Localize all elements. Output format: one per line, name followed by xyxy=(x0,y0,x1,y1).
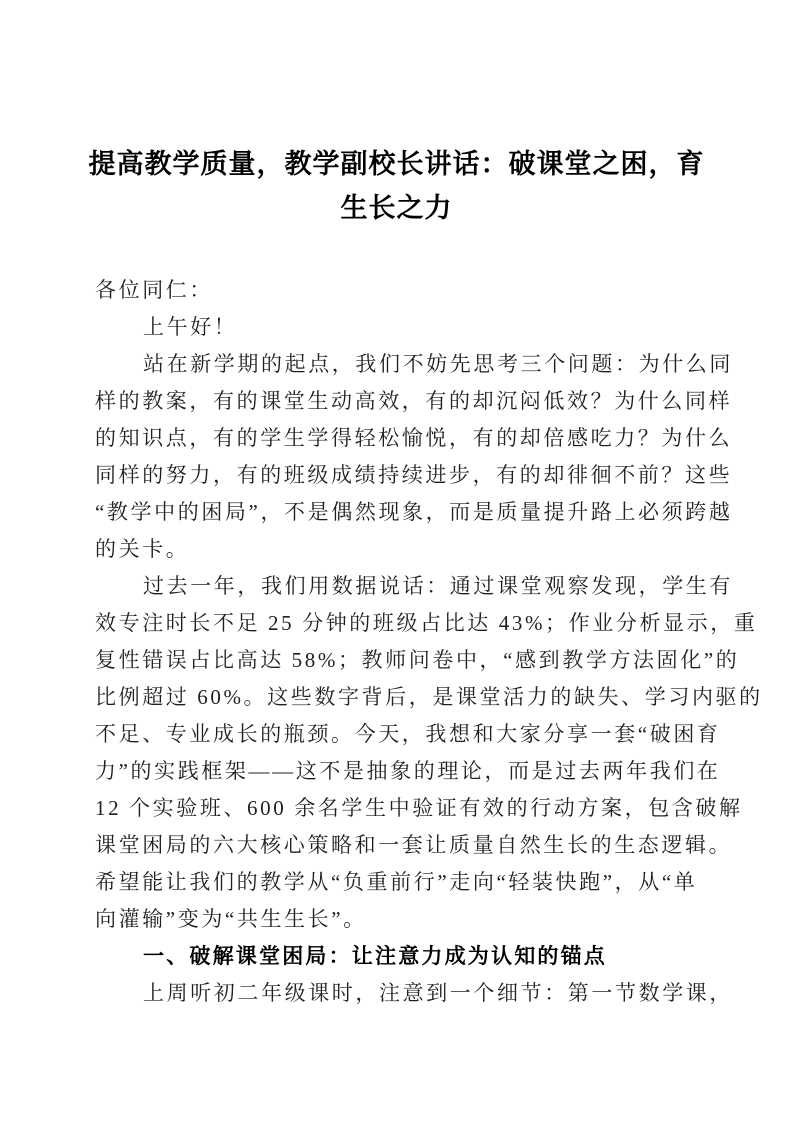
document-title xyxy=(36,142,757,230)
text-line: 上周听初二年级课时，注意到一个细节：第一节数学课， xyxy=(143,981,733,1005)
text-line: 向灌输”变为“共生生长”。 xyxy=(95,907,367,931)
text-line: 效专注时长不足 25 分钟的班级占比达 43%；作业分析显示，重 xyxy=(95,611,758,635)
text-line: 同样的努力，有的班级成绩持续进步，有的却徘徊不前？这些 xyxy=(95,463,733,487)
text-line: 各位同仁： xyxy=(95,278,213,302)
text-line: “教学中的困局”，不是偶然现象，而是质量提升路上必须跨越 xyxy=(95,500,733,524)
text-line: 样的教案，有的课堂生动高效，有的却沉闷低效？为什么同样 xyxy=(95,389,733,413)
text-line: 课堂困局的六大核心策略和一套让质量自然生长的生态逻辑。 xyxy=(95,833,733,857)
document-title-line-1: 提高教学质量，教学副校长讲话：破课堂之困，育 xyxy=(88,149,705,179)
text-line: 站在新学期的起点，我们不妨先思考三个问题：为什么同 xyxy=(143,352,733,376)
text-line: 上午好！ xyxy=(143,315,238,339)
text-line: 比例超过 60%。这些数字背后，是课堂活力的缺失、学习内驱的 xyxy=(95,685,763,709)
text-line: 复性错误占比高达 58%；教师问卷中，“感到教学方法固化”的 xyxy=(95,648,740,672)
text-line: 力”的实践框架——这不是抽象的理论，而是过去两年我们在 xyxy=(95,759,721,783)
section-heading: 一、破解课堂困局：让注意力成为认知的锚点 xyxy=(143,944,607,968)
document-title-line-2: 生长之力 xyxy=(340,193,453,223)
text-line: 12 个实验班、600 余名学生中验证有效的行动方案，包含破解 xyxy=(95,796,743,820)
text-line: 的知识点，有的学生学得轻松愉悦，有的却倍感吃力？为什么 xyxy=(95,426,733,450)
text-line: 过去一年，我们用数据说话：通过课堂观察发现，学生有 xyxy=(143,574,733,598)
text-line: 不足、专业成长的瓶颈。今天，我想和大家分享一套“破困育 xyxy=(95,722,721,746)
document-body xyxy=(0,272,793,1012)
text-line: 希望能让我们的教学从“负重前行”走向“轻装快跑”，从“单 xyxy=(95,870,698,894)
text-line: 的关卡。 xyxy=(95,537,190,561)
